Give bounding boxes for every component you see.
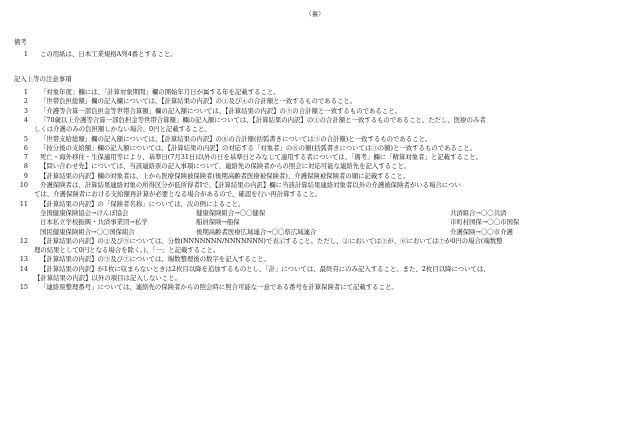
- note-item-text: 介護保険者は、計算結果連絡対象の所得区分が低所得者Ⅰで、【計算結果の内訳】欄に当該計算結果連絡対象者以外の介護被保険者がいる場合につい: [40, 181, 461, 189]
- bikou-item-text: この用紙は、日本工業規格A列4番とすること。: [40, 50, 177, 58]
- notes-heading: 記入上等の注意事項: [14, 75, 72, 83]
- insurer-example: 船員保険→船保: [196, 218, 240, 227]
- note-item-text: 【計算結果の内訳】の③及び⑦については、端数整理後の数字を記入すること。: [40, 255, 270, 264]
- note-item-text: 【計算結果の内訳】の「保険者名称」については、次の例によること。: [40, 199, 245, 208]
- note-item-number: 7: [23, 153, 28, 162]
- note-item-text: 【計算結果の内訳】が1枚に収まらないときは2枚目以降を追加するものとし、「計」については、最終頁にのみ記入すること。また、2枚目以降については、: [40, 264, 490, 273]
- note-item-number: 12: [19, 236, 28, 245]
- note-item-text: 死亡・海外移住・生保適用等により、基準日(7月31日)以外の日を基準日とみなして適用する者については、「備考」欄に「精算対象者」と記載すること。: [40, 153, 483, 162]
- note-item-text: 【問い合わせ先】については、当該連絡票の記入事項について、連絡先の保険者からの照会に対応可能な連絡先を記入すること。: [40, 162, 411, 171]
- note-item-number: 2: [23, 97, 28, 106]
- note-item-text: 「連絡票整理番号」については、連絡先の保険者からの照会時に照合可能な一意である番号を計算保険者にて記載すること。: [40, 283, 398, 292]
- note-item-number: 6: [23, 143, 28, 152]
- note-item-number: 13: [19, 255, 28, 264]
- bikou-heading: 備考: [14, 38, 27, 46]
- note-item-number: 11: [19, 199, 28, 208]
- insurer-example: 日本私立学校振興・共済事業団→私学: [40, 218, 148, 227]
- bikou-item-number: 1: [23, 50, 28, 58]
- page-title: （裏）: [305, 10, 325, 18]
- note-item-number: 4: [23, 115, 28, 124]
- note-item-number: 8: [23, 162, 28, 171]
- note-item-number: 14: [19, 264, 28, 273]
- note-item-number: 3: [23, 106, 28, 115]
- note-item-text: 【計算結果の内訳】欄の対象者は、上から医療保険被保険者(後期高齢者医療被保険者)、介護保険被保険者の順に記載すること。: [40, 171, 410, 180]
- insurer-example: 共済組合→〇〇共済: [450, 208, 507, 217]
- note-item-number: 10: [19, 181, 28, 189]
- insurer-example: 市町村国保→〇〇市国保: [450, 218, 520, 227]
- note-item-text: 「按分後の支給額」欄の記入額については、【計算結果の内訳】の対応する「対象者」の⑧の額(括弧書きについては③の額)と一致するものであること。: [40, 143, 477, 152]
- insurer-example: 国民健康保険組合→〇〇国保組合: [40, 227, 135, 236]
- note-item-text: しくは介護のみの負担額しかない場合、0円と記載すること。: [34, 125, 211, 134]
- note-item-text: 「介護等合算一部負担金等世帯合算額」欄の記入額については、【計算結果の内訳】の⑤の合計額と一致するものであること。: [40, 106, 401, 115]
- insurer-example: 健康保険組合→〇〇健保: [196, 208, 266, 217]
- note-item-text: 【計算結果の内訳】の②及び⑤については、分数(NNNNNNN/NNNNNNN)で表示すること。ただし、②においては③が、⑥においては⑦が0円の場合(端数整: [40, 236, 503, 245]
- note-item-text: 「世帯支給総額」欄の記入額については、【計算結果の内訳】の⑧の合計額(括弧書きについては③の合計額)と一致するものであること。: [40, 134, 432, 143]
- note-item-text: 理の結果として0円となる場合を除く。)、「一」と記載すること。: [34, 246, 220, 255]
- note-item-number: 5: [23, 134, 28, 143]
- note-item-text: ては、介護保険者における支給額再計算が必要となる場合があるので、確認を行い再計算すること。: [34, 190, 322, 199]
- note-item-text: 「70歳以上介護等合算一部負担金等世帯合算額」欄の記入額については、【計算結果の内訳】の①の合計額と一致するものであること。ただし、医療のみ者: [40, 115, 486, 124]
- insurer-example: 後期高齢者医療広域連合→〇〇県広域連合: [196, 227, 317, 236]
- note-item-text: 【計算結果の内訳】以外の項目は記入しないこと。: [34, 274, 181, 282]
- note-item-number: 1: [23, 88, 28, 96]
- note-item-number: 15: [19, 283, 28, 292]
- note-item-text: 「対象年度」欄には、「計算対象期間」欄の開始年月日が属する年を記載すること。: [40, 88, 280, 96]
- note-item-number: 9: [23, 171, 28, 180]
- insurer-example: 全国健康保険協会→けんぽ協会: [40, 208, 129, 217]
- insurer-example: 介護保険→〇〇市介護: [450, 227, 513, 236]
- note-item-text: 「世帯負担総額」欄の記入欄については、【計算結果の内訳】の①及び④の合計額と一致するものであること。: [40, 97, 357, 106]
